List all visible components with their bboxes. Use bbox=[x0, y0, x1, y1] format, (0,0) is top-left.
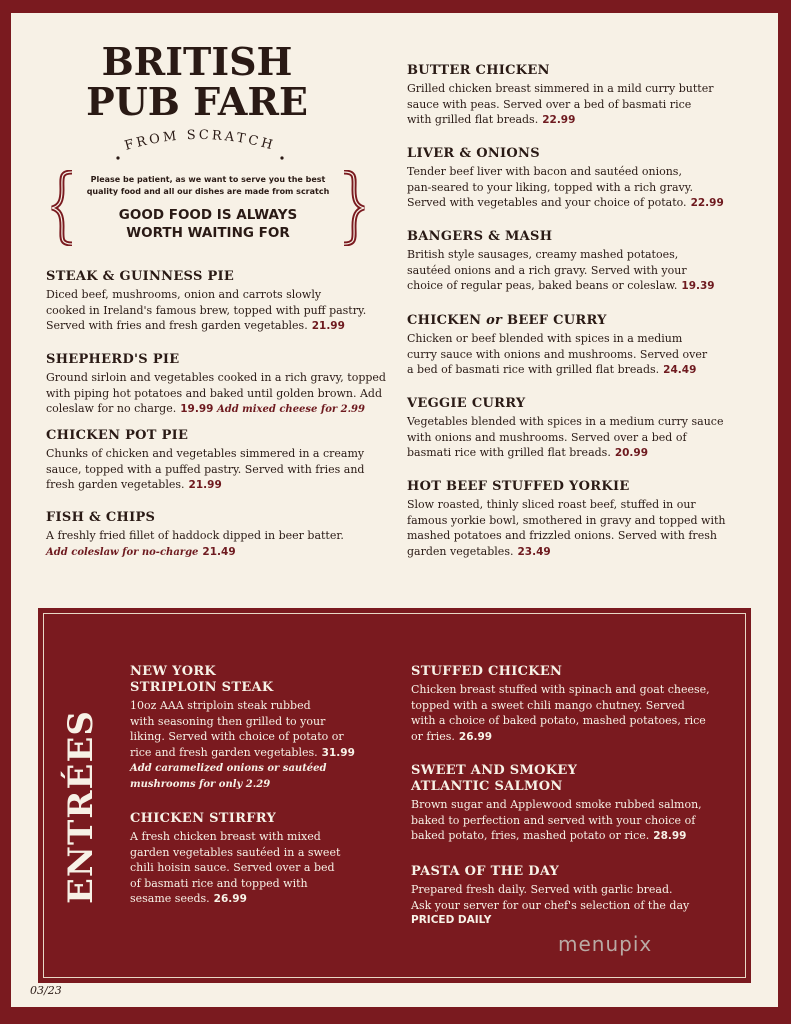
item-note-2: mushrooms for only 2.29 bbox=[130, 778, 271, 790]
item-price: 22.99 bbox=[542, 114, 576, 127]
item-description: Vegetables blended with spices in a medium curry sauce with onions and mushrooms. Served over a bed of basmati rice with grilled flat breads. 20.99 bbox=[407, 415, 724, 460]
item-description: A fresh chicken breast with mixed garden vegetables sautéed in a sweet chili hoisin sauce. Served over a bed of basmati rice and topped with sesame seeds. 26.99 bbox=[130, 830, 341, 906]
item-description: Chicken or beef blended with spices in a medium curry sauce with onions and mushrooms. Served over a bed of basmati rice with grilled flat breads. 24.49 bbox=[407, 332, 708, 377]
item-description: Brown sugar and Applewood smoke rubbed salmon, baked to perfection and served with your choice of baked potato, fries, mashed potato or rice. 28.99 bbox=[411, 798, 702, 843]
item-price: 26.99 bbox=[213, 893, 247, 906]
menu-item-stuffed-chicken bbox=[411, 664, 731, 745]
menu-item-chicken-beef-curry bbox=[407, 313, 747, 379]
item-description: Ground sirloin and vegetables cooked in a rich gravy, topped with piping hot potatoes and baked until golden brown. Add coleslaw for no charge. 19.99 Add mixed cheese for 2.99 bbox=[46, 371, 386, 416]
item-description: Slow roasted, thinly sliced roast beef, stuffed in our famous yorkie bowl, smothered in gravy and topped with mashed potatoes and frizzled onions. Served with fresh garden vegetables. 23.49 bbox=[407, 498, 726, 558]
menu-item-butter-chicken bbox=[407, 63, 747, 129]
item-name: STEAK & GUINNESS PIE bbox=[46, 269, 235, 284]
item-price: PRICED DAILY bbox=[411, 914, 492, 927]
notice-big-text: GOOD FOOD IS ALWAYS WORTH WAITING FOR bbox=[118, 207, 298, 241]
item-name: BUTTER CHICKEN bbox=[407, 63, 550, 78]
item-name: PASTA OF THE DAY bbox=[411, 864, 560, 879]
item-price: 22.99 bbox=[690, 197, 724, 210]
item-name: VEGGIE CURRY bbox=[407, 396, 526, 411]
entrees-section bbox=[38, 608, 751, 983]
item-name: SHEPHERD'S PIE bbox=[46, 352, 180, 367]
item-price: 26.99 bbox=[458, 730, 493, 743]
item-name-2: STRIPLOIN STEAK bbox=[130, 680, 274, 695]
item-description: British style sausages, creamy mashed potatoes, sautéed onions and a rich gravy. Served with your choice of regular peas, baked beans or coleslaw. 19.39 bbox=[407, 248, 715, 293]
item-price: 19.39 bbox=[681, 280, 715, 293]
menu-item-steak-guinness-pie bbox=[46, 269, 386, 335]
title-line-1: BRITISH bbox=[101, 39, 293, 84]
menu-item-chicken-pot-pie bbox=[46, 428, 386, 494]
dot-right-icon bbox=[280, 156, 283, 159]
item-note: Add mixed cheese for 2.99 bbox=[216, 404, 365, 416]
menu-item-hot-beef-yorkie bbox=[407, 479, 747, 560]
menu-date: 03/23 bbox=[30, 984, 62, 997]
item-description: Chunks of chicken and vegetables simmered in a creamy sauce, topped with a puffed pastry. Served with fries and fresh garden vegetables. 21.99 bbox=[46, 447, 365, 492]
right-brace-icon bbox=[342, 170, 366, 246]
item-price: 24.49 bbox=[663, 364, 697, 377]
item-name: STUFFED CHICKEN bbox=[411, 664, 563, 679]
item-price: 20.99 bbox=[614, 447, 649, 460]
item-note: Add caramelized onions or sautéed bbox=[130, 763, 327, 775]
item-name: SWEET AND SMOKEY bbox=[411, 763, 578, 778]
patience-notice bbox=[50, 170, 366, 250]
entrees-heading bbox=[56, 672, 102, 912]
item-description: Prepared fresh daily. Served with garlic bread. Ask your server for our chef's selection of the day PRICED DAILY bbox=[411, 882, 731, 929]
item-price: 31.99 bbox=[321, 746, 355, 759]
svg-text:FROM SCRATCH bbox=[123, 128, 277, 154]
item-price: 19.99 bbox=[180, 403, 214, 416]
menu-item-chicken-stirfry bbox=[130, 811, 380, 908]
menu-item-shepherds-pie bbox=[46, 352, 386, 418]
item-name: HOT BEEF STUFFED YORKIE bbox=[407, 479, 630, 494]
menu-item-veggie-curry bbox=[407, 396, 747, 462]
item-note: Add coleslaw for no-charge bbox=[46, 546, 199, 558]
menu-item-striploin-steak bbox=[130, 664, 380, 793]
left-brace-icon bbox=[50, 170, 74, 246]
entrees-heading-text: ENTRÉES bbox=[61, 710, 101, 904]
title-line-2: PUB FARE bbox=[86, 79, 308, 124]
watermark-logo: menupix bbox=[558, 932, 653, 956]
item-name: CHICKEN POT PIE bbox=[46, 428, 189, 443]
menu-title bbox=[45, 39, 349, 124]
item-price: 21.99 bbox=[188, 479, 222, 492]
item-description: Grilled chicken breast simmered in a mild curry butter sauce with peas. Served over a bed of basmati rice with grilled flat breads. 22.99 bbox=[407, 82, 714, 127]
item-description: 10oz AAA striploin steak rubbed with seasoning then grilled to your liking. Served with choice of potato or rice and fresh garden vegetables. 31.99 Add caramelized onions or sautéed mushrooms for only 2.29 bbox=[130, 698, 380, 793]
menu-item-bangers-mash bbox=[407, 229, 747, 295]
menu-item-fish-chips bbox=[46, 510, 386, 560]
item-price: 21.49 bbox=[202, 545, 236, 558]
item-description: Tender beef liver with bacon and sautéed onions, pan-seared to your liking, topped with a rich gravy. Served with vegetables and your choice of potato. 22.99 bbox=[407, 165, 724, 210]
item-description: Chicken breast stuffed with spinach and goat cheese, topped with a sweet chili mango chutney. Served with a choice of baked potato, mashed potatoes, rice or fries. 26.99 bbox=[411, 683, 710, 743]
item-price: 23.49 bbox=[517, 545, 551, 558]
item-description: Diced beef, mushrooms, onion and carrots slowly cooked in Ireland's famous brew, topped with puff pastry. Served with fries and fresh garden vegetables. 21.99 bbox=[46, 288, 367, 333]
item-description: A freshly fried fillet of haddock dipped in beer batter. Add coleslaw for no-charge 21.49 bbox=[46, 529, 344, 558]
menu-item-pasta-of-the-day bbox=[411, 864, 731, 929]
item-name: NEW YORK bbox=[130, 664, 217, 679]
item-name: CHICKEN STIRFRY bbox=[130, 811, 277, 826]
item-name: FISH & CHIPS bbox=[46, 510, 156, 525]
item-name-2: ATLANTIC SALMON bbox=[411, 779, 563, 794]
menu-item-liver-onions bbox=[407, 146, 747, 212]
item-name: CHICKEN or BEEF CURRY bbox=[407, 313, 607, 328]
subtitle-text: FROM SCRATCH bbox=[123, 127, 277, 154]
from-scratch-arc bbox=[100, 118, 300, 166]
item-name: BANGERS & MASH bbox=[407, 229, 553, 244]
dot-left-icon bbox=[116, 156, 119, 159]
menu-item-atlantic-salmon bbox=[411, 763, 731, 845]
item-name: LIVER & ONIONS bbox=[407, 146, 540, 161]
notice-small-text: Please be patient, as we want to serve you the best quality food and all our dishes are made from scratch bbox=[86, 175, 330, 196]
item-price: 28.99 bbox=[653, 830, 687, 843]
item-price: 21.99 bbox=[311, 320, 345, 333]
